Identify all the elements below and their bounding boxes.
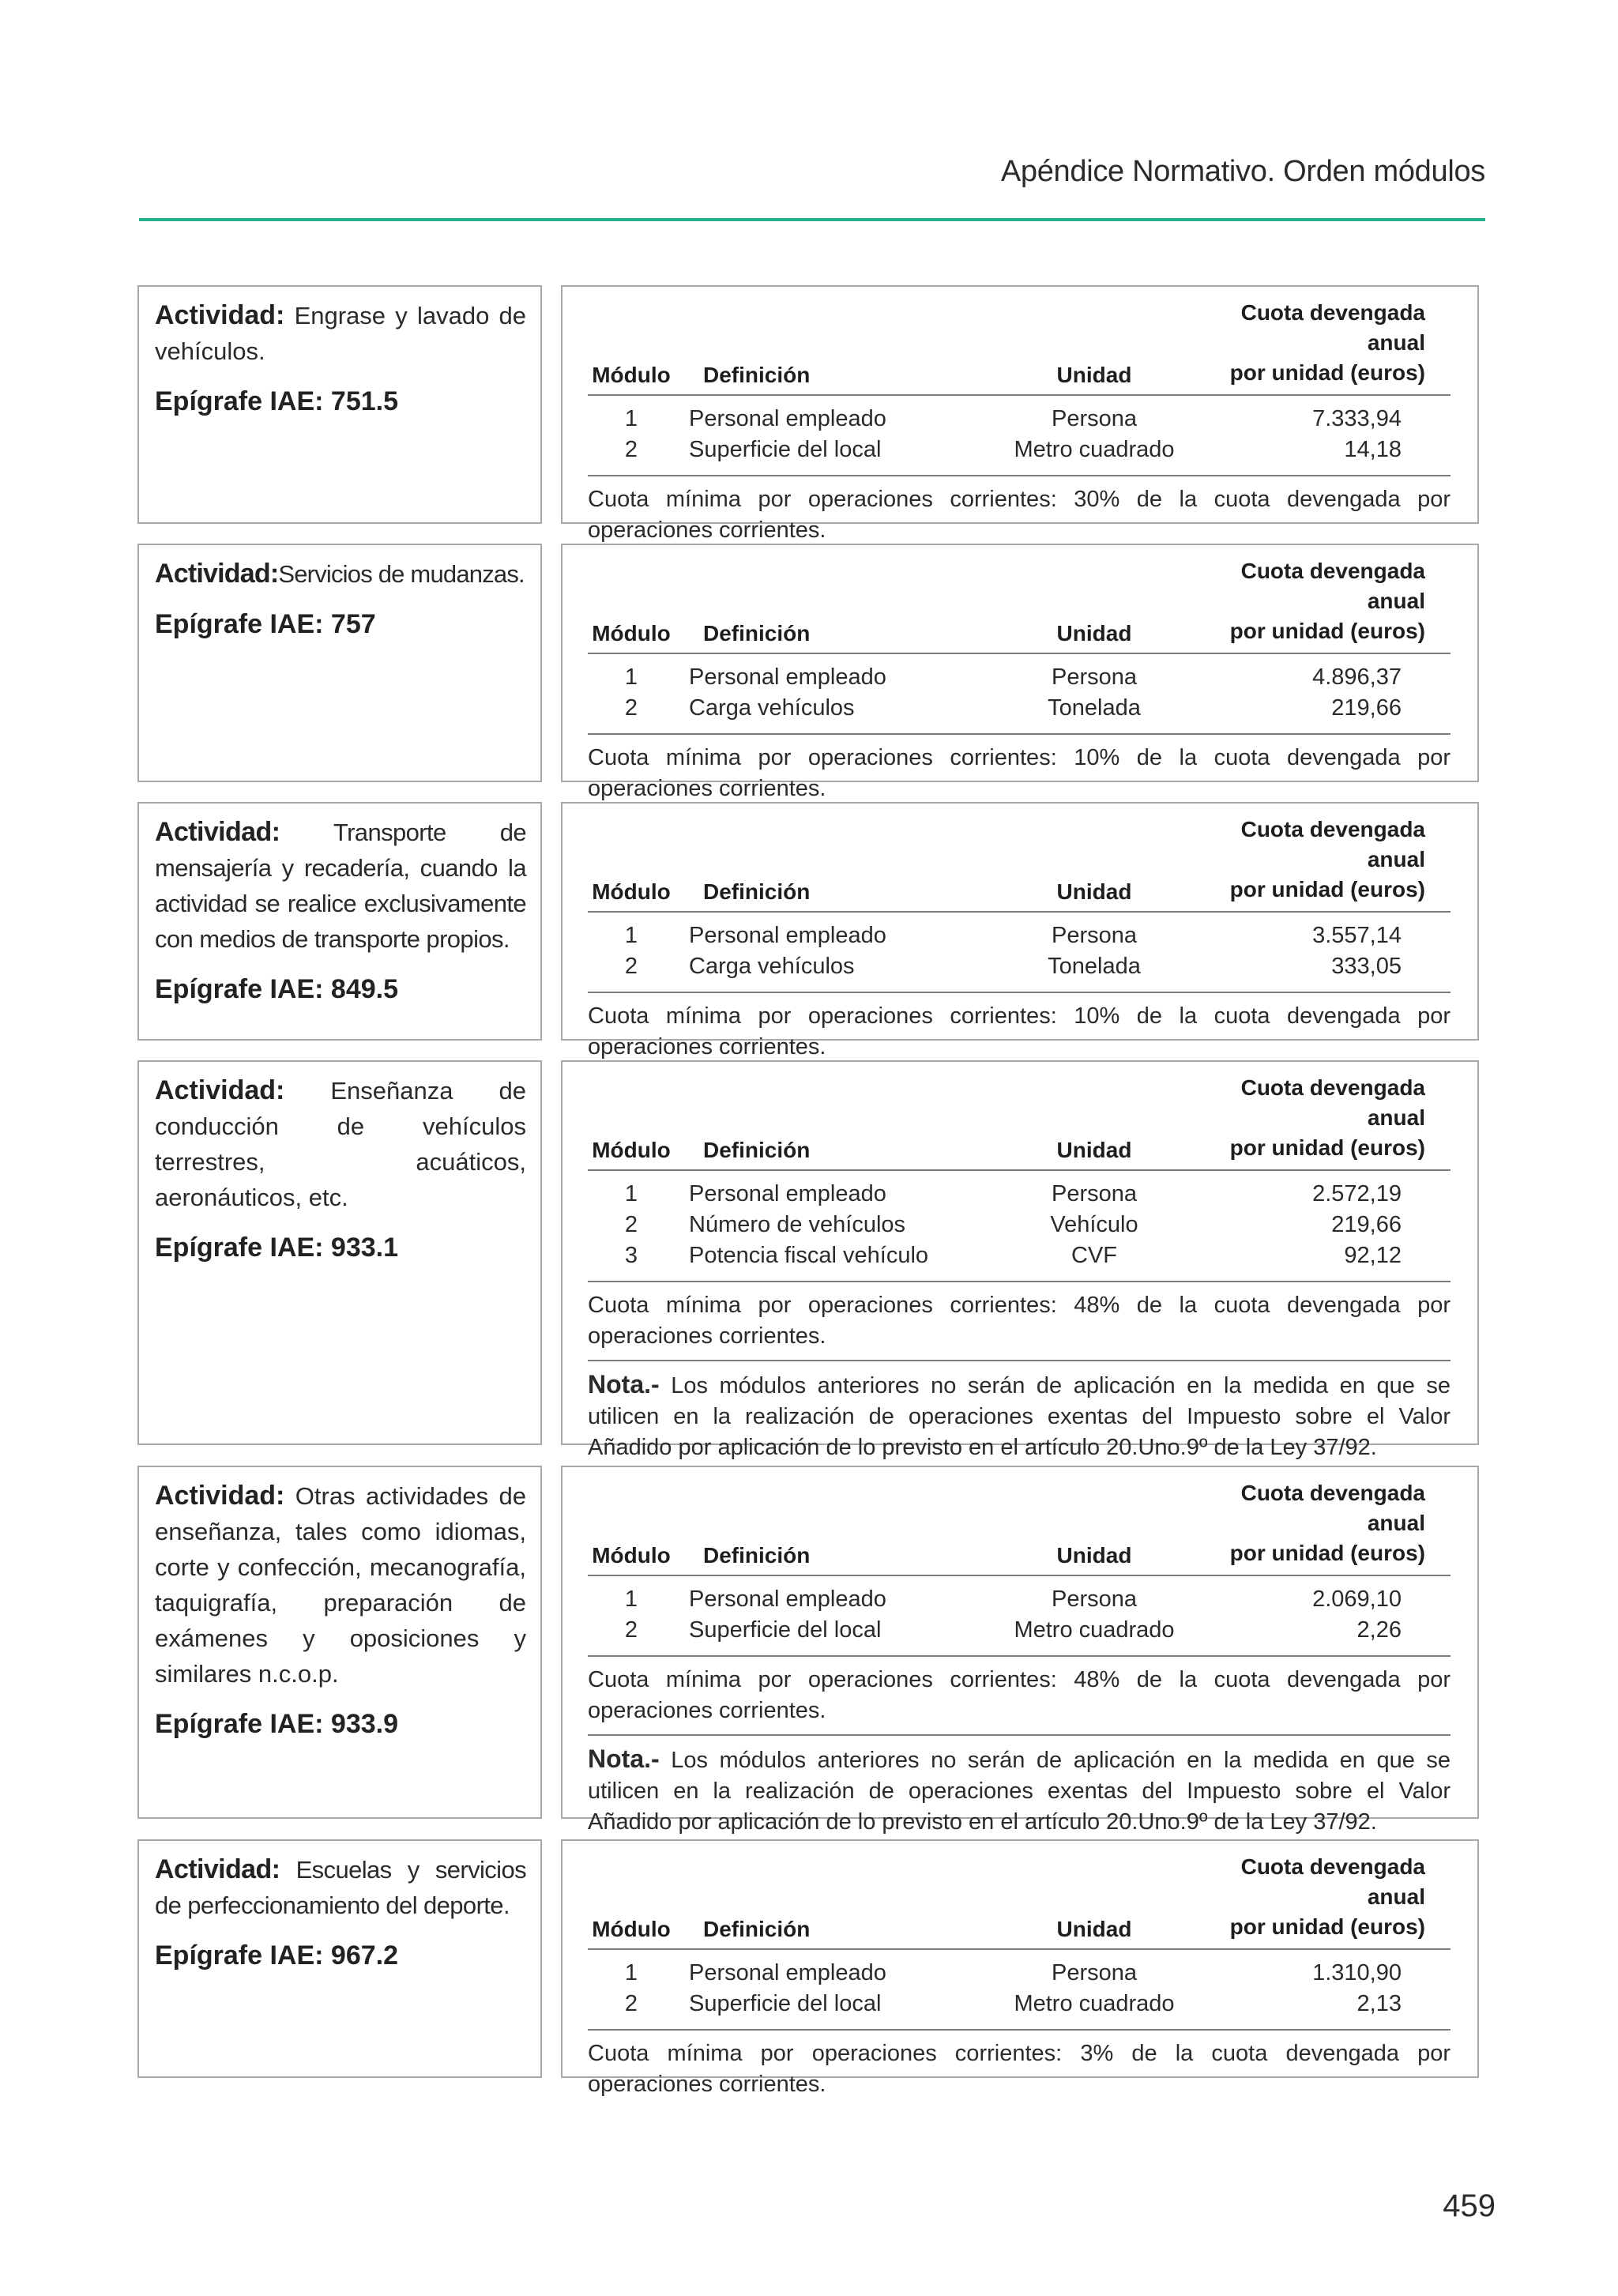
activity-label: Actividad: xyxy=(155,1854,280,1884)
table-row xyxy=(588,693,1451,724)
header-cuota-line2: por unidad (euros) xyxy=(1229,877,1425,901)
activity-label: Actividad: xyxy=(155,817,280,847)
cell-cuota: 1.310,90 xyxy=(1312,1960,1402,1985)
header-definicion: Definición xyxy=(675,556,1003,653)
cell-unidad: Persona xyxy=(1051,1960,1137,1985)
cell-definicion: Potencia fiscal vehículo xyxy=(689,1243,929,1268)
cuota-minima xyxy=(588,476,1451,546)
activity-text xyxy=(155,1852,526,1923)
header-definicion: Definición xyxy=(675,1852,1003,1949)
cell-modulo: 1 xyxy=(624,1586,638,1612)
cell-modulo: 1 xyxy=(624,664,638,690)
cell-modulo: 1 xyxy=(624,1960,638,1985)
header-unidad: Unidad xyxy=(1003,1073,1185,1170)
header-cuota xyxy=(1185,298,1451,395)
header-cuota-line1: Cuota devengada anual xyxy=(1240,559,1425,613)
cell-modulo: 2 xyxy=(624,695,638,721)
activity-box xyxy=(137,544,542,782)
nota xyxy=(588,1734,1451,1838)
table-header-row xyxy=(588,556,1451,653)
header-rule xyxy=(139,218,1485,221)
table-row xyxy=(588,435,1451,465)
nota-text: Los módulos anteriores no serán de aplicación en la medida en que se utilicen en la realización de operaciones exentas del Impuesto sobre el Valor Añadido por aplicación de lo previsto en el artículo 20.Uno.9º de la Ley 37/92. xyxy=(588,1748,1451,1835)
activity-description: Escuelas y servicios de perfeccionamiento del deporte. xyxy=(155,1856,527,1919)
cuota-minima-label: Cuota mínima por operaciones corrientes: xyxy=(588,1293,1057,1318)
cell-unidad: Persona xyxy=(1051,406,1137,431)
activity-text xyxy=(155,815,526,957)
table-row xyxy=(588,1989,1451,2019)
header-cuota-line2: por unidad (euros) xyxy=(1229,360,1425,385)
table-row xyxy=(588,1949,1451,1989)
activity-box xyxy=(137,1060,542,1445)
cell-definicion: Superficie del local xyxy=(689,1991,882,2016)
cell-modulo: 2 xyxy=(624,954,638,979)
epigrafe-iae: Epígrafe IAE: 751.5 xyxy=(155,386,399,416)
cell-definicion: Personal empleado xyxy=(689,923,886,948)
cuota-minima-label: Cuota mínima por operaciones corrientes: xyxy=(588,2041,1063,2066)
cell-unidad: Persona xyxy=(1051,923,1137,948)
table-header-row xyxy=(588,1073,1451,1170)
header-cuota-line1: Cuota devengada anual xyxy=(1240,1075,1425,1130)
header-modulo: Módulo xyxy=(588,1073,675,1170)
nota-text: Los módulos anteriores no serán de aplicación en la medida en que se utilicen en la realización de operaciones exentas del Impuesto sobre el Valor Añadido por aplicación de lo previsto en el artículo 20.Uno.9º de la Ley 37/92. xyxy=(588,1373,1451,1460)
cell-unidad: Persona xyxy=(1051,664,1137,690)
activity-description: Transporte de mensajería y recadería, cuando la actividad se realice exclusivamente con medios de transporte propios. xyxy=(155,819,527,953)
header-modulo: Módulo xyxy=(588,815,675,912)
header-cuota-line2: por unidad (euros) xyxy=(1229,1135,1425,1160)
table-header-row xyxy=(588,298,1451,395)
cell-definicion: Personal empleado xyxy=(689,664,886,690)
activity-description: Engrase y lavado de vehículos. xyxy=(155,302,526,365)
nota-label: Nota.- xyxy=(588,1745,660,1773)
header-unidad: Unidad xyxy=(1003,298,1185,395)
cell-cuota: 3.557,14 xyxy=(1312,923,1402,948)
header-unidad: Unidad xyxy=(1003,815,1185,912)
cell-unidad: Persona xyxy=(1051,1586,1137,1612)
header-cuota xyxy=(1185,815,1451,912)
cell-cuota: 333,05 xyxy=(1331,954,1402,979)
cuota-minima xyxy=(588,735,1451,804)
header-modulo: Módulo xyxy=(588,1478,675,1575)
cell-definicion: Personal empleado xyxy=(689,1181,886,1206)
header-cuota-line2: por unidad (euros) xyxy=(1229,1541,1425,1565)
cell-modulo: 2 xyxy=(624,1991,638,2016)
modules-box xyxy=(561,1060,1479,1460)
activity-text xyxy=(155,298,526,369)
cuota-minima xyxy=(588,2031,1451,2100)
header-unidad: Unidad xyxy=(1003,556,1185,653)
table-row xyxy=(588,1240,1451,1271)
activity-box xyxy=(137,1839,542,2078)
table-header-row xyxy=(588,815,1451,912)
cell-definicion: Carga vehículos xyxy=(689,695,855,721)
cell-definicion: Personal empleado xyxy=(689,1586,886,1612)
cell-unidad: Metro cuadrado xyxy=(1014,1617,1175,1643)
activity-box xyxy=(137,1466,542,1819)
table-header-row xyxy=(588,1478,1451,1575)
modules-box xyxy=(561,544,1479,801)
cell-cuota: 92,12 xyxy=(1344,1243,1402,1268)
modules-table xyxy=(588,1478,1451,1646)
activity-description: Enseñanza de conducción de vehículos terrestres, acuáticos, aeronáuticos, etc. xyxy=(155,1077,526,1211)
header-definicion: Definición xyxy=(675,298,1003,395)
header-definicion: Definición xyxy=(675,815,1003,912)
modules-box xyxy=(561,1839,1479,2097)
cell-modulo: 2 xyxy=(624,1212,638,1237)
cell-cuota: 2,26 xyxy=(1356,1617,1402,1643)
page-header-title: Apéndice Normativo. Orden módulos xyxy=(1000,155,1485,188)
table-row xyxy=(588,1170,1451,1210)
cell-modulo: 1 xyxy=(624,406,638,431)
cuota-minima-text: 48% de la cuota devengada por operaciones corrientes. xyxy=(588,1667,1451,1723)
table-row xyxy=(588,912,1451,951)
cell-definicion: Superficie del local xyxy=(689,437,882,462)
cell-unidad: Persona xyxy=(1051,1181,1137,1206)
cell-cuota: 2.069,10 xyxy=(1312,1586,1402,1612)
header-cuota xyxy=(1185,1852,1451,1949)
header-cuota xyxy=(1185,1478,1451,1575)
cuota-minima-label: Cuota mínima por operaciones corrientes: xyxy=(588,487,1057,512)
modules-table xyxy=(588,815,1451,982)
modules-box xyxy=(561,285,1479,543)
table-row xyxy=(588,395,1451,435)
header-cuota-line2: por unidad (euros) xyxy=(1229,619,1425,643)
cuota-minima-label: Cuota mínima por operaciones corrientes: xyxy=(588,1667,1057,1692)
modules-box xyxy=(561,1466,1479,1835)
cuota-minima-label: Cuota mínima por operaciones corrientes: xyxy=(588,1003,1057,1029)
cuota-minima-text: 10% de la cuota devengada por operaciones corrientes. xyxy=(588,745,1451,801)
header-cuota-line1: Cuota devengada anual xyxy=(1240,1481,1425,1535)
nota-label: Nota.- xyxy=(588,1370,660,1398)
cell-unidad: Metro cuadrado xyxy=(1014,1991,1175,2016)
table-row xyxy=(588,1575,1451,1615)
epigrafe-iae: Epígrafe IAE: 849.5 xyxy=(155,974,399,1004)
cuota-minima-text: 30% de la cuota devengada por operaciones corrientes. xyxy=(588,487,1451,543)
cell-unidad: CVF xyxy=(1071,1243,1117,1268)
epigrafe-iae: Epígrafe IAE: 933.1 xyxy=(155,1233,399,1263)
cell-unidad: Tonelada xyxy=(1048,954,1141,979)
header-modulo: Módulo xyxy=(588,556,675,653)
cell-definicion: Personal empleado xyxy=(689,1960,886,1985)
cell-unidad: Tonelada xyxy=(1048,695,1141,721)
table-row xyxy=(588,951,1451,982)
modules-table xyxy=(588,1073,1451,1271)
header-cuota-line1: Cuota devengada anual xyxy=(1240,300,1425,355)
cell-cuota: 2.572,19 xyxy=(1312,1181,1402,1206)
header-cuota xyxy=(1185,556,1451,653)
header-unidad: Unidad xyxy=(1003,1478,1185,1575)
activity-label: Actividad: xyxy=(155,559,279,589)
activity-label: Actividad: xyxy=(155,1481,285,1511)
header-modulo: Módulo xyxy=(588,1852,675,1949)
cell-cuota: 219,66 xyxy=(1331,1212,1402,1237)
modules-table xyxy=(588,298,1451,465)
activity-description: Servicios de mudanzas. xyxy=(278,560,525,588)
header-definicion: Definición xyxy=(675,1073,1003,1170)
epigrafe-iae: Epígrafe IAE: 757 xyxy=(155,609,376,639)
cell-unidad: Metro cuadrado xyxy=(1014,437,1175,462)
cell-cuota: 2,13 xyxy=(1356,1991,1402,2016)
cuota-minima xyxy=(588,993,1451,1063)
activity-description: Otras actividades de enseñanza, tales como idiomas, corte y confección, mecanografía, taquigrafía, preparación de exámenes y oposiciones y similares n.c.o.p. xyxy=(155,1482,526,1688)
cuota-minima xyxy=(588,1282,1451,1352)
cell-modulo: 2 xyxy=(624,437,638,462)
activity-text xyxy=(155,1073,526,1215)
cuota-minima-text: 3% de la cuota devengada por operaciones corrientes. xyxy=(588,2041,1451,2097)
cell-unidad: Vehículo xyxy=(1050,1212,1138,1237)
activity-text xyxy=(155,556,526,592)
cell-definicion: Personal empleado xyxy=(689,406,886,431)
cell-cuota: 14,18 xyxy=(1344,437,1402,462)
header-unidad: Unidad xyxy=(1003,1852,1185,1949)
table-header-row xyxy=(588,1852,1451,1949)
header-cuota-line2: por unidad (euros) xyxy=(1229,1914,1425,1939)
activity-text xyxy=(155,1478,526,1692)
table-row xyxy=(588,1615,1451,1646)
cell-cuota: 4.896,37 xyxy=(1312,664,1402,690)
activity-label: Actividad: xyxy=(155,300,285,330)
modules-box xyxy=(561,802,1479,1060)
cuota-minima-text: 48% de la cuota devengada por operaciones corrientes. xyxy=(588,1293,1451,1349)
cell-cuota: 219,66 xyxy=(1331,695,1402,721)
activity-box xyxy=(137,802,542,1041)
epigrafe-iae: Epígrafe IAE: 967.2 xyxy=(155,1940,399,1970)
activity-label: Actividad: xyxy=(155,1075,285,1105)
modules-table xyxy=(588,556,1451,724)
cuota-minima-label: Cuota mínima por operaciones corrientes: xyxy=(588,745,1057,770)
cell-cuota: 7.333,94 xyxy=(1312,406,1402,431)
modules-table xyxy=(588,1852,1451,2019)
cell-definicion: Número de vehículos xyxy=(689,1212,906,1237)
header-definicion: Definición xyxy=(675,1478,1003,1575)
cell-modulo: 1 xyxy=(624,1181,638,1206)
table-row xyxy=(588,653,1451,693)
cell-modulo: 1 xyxy=(624,923,638,948)
cuota-minima xyxy=(588,1657,1451,1726)
page-number: 459 xyxy=(1443,2189,1496,2223)
header-cuota xyxy=(1185,1073,1451,1170)
cell-modulo: 2 xyxy=(624,1617,638,1643)
cell-definicion: Superficie del local xyxy=(689,1617,882,1643)
table-row xyxy=(588,1210,1451,1240)
activity-box xyxy=(137,285,542,524)
nota xyxy=(588,1360,1451,1463)
header-cuota-line1: Cuota devengada anual xyxy=(1240,1854,1425,1909)
epigrafe-iae: Epígrafe IAE: 933.9 xyxy=(155,1709,399,1739)
cell-definicion: Carga vehículos xyxy=(689,954,855,979)
header-cuota-line1: Cuota devengada anual xyxy=(1240,817,1425,871)
cuota-minima-text: 10% de la cuota devengada por operaciones corrientes. xyxy=(588,1003,1451,1060)
cell-modulo: 3 xyxy=(624,1243,638,1268)
header-modulo: Módulo xyxy=(588,298,675,395)
